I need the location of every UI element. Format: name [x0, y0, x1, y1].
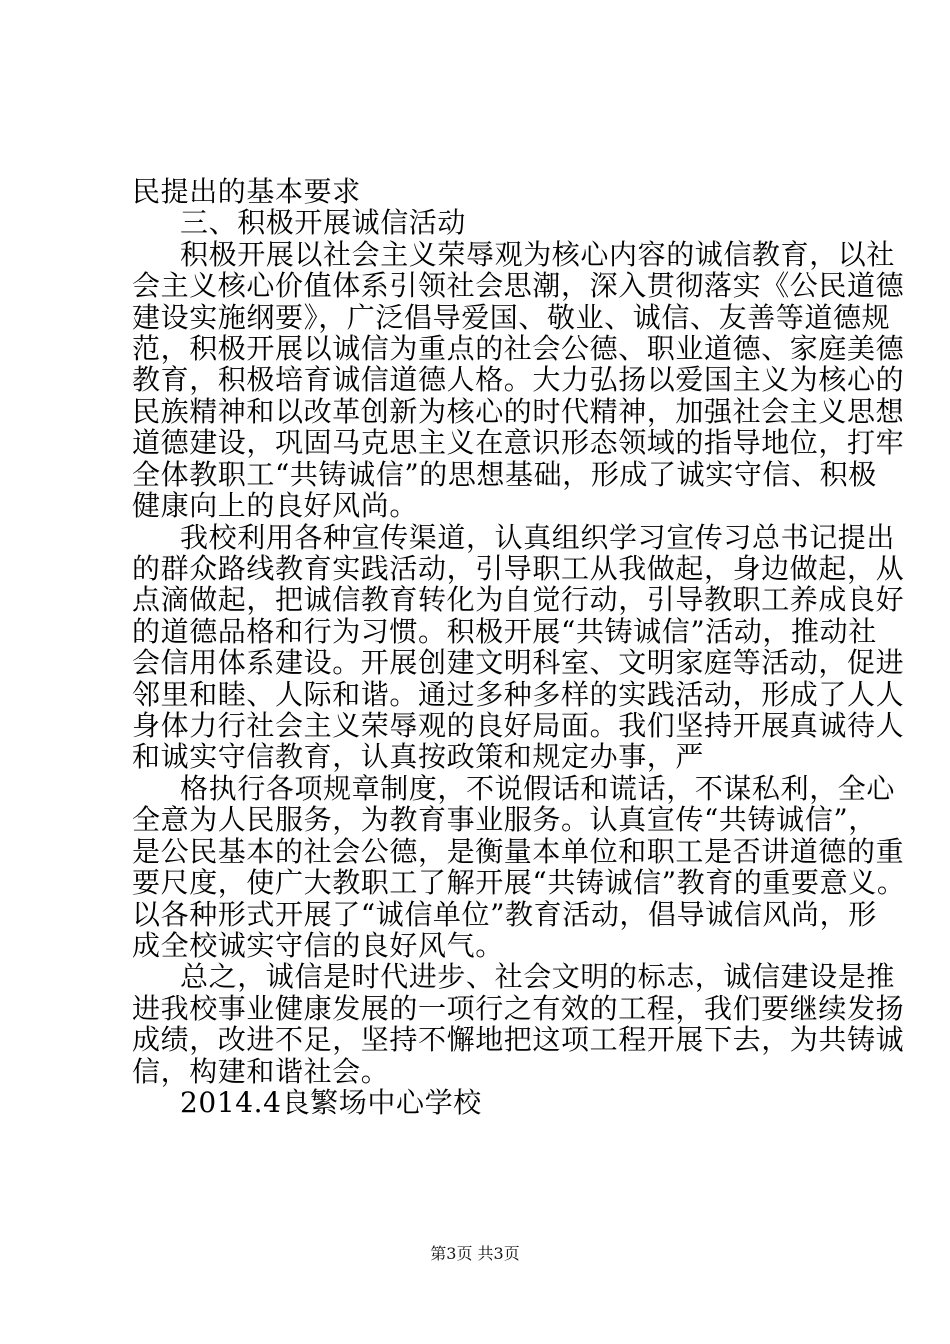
text-line: 民提出的基本要求	[132, 175, 361, 208]
text-line: 成绩，改进不足，坚持不懈地把这项工程开展下去，为共铸诚	[132, 1023, 905, 1056]
text-line: 会信用体系建设。开展创建文明科室、文明家庭等活动，促进	[132, 646, 905, 679]
text-line: 身体力行社会主义荣辱观的良好局面。我们坚持开展真诚待人	[132, 709, 905, 742]
text-line: 全体教职工“共铸诚信”的思想基础，形成了诚实守信、积极	[132, 458, 877, 491]
text-line: 全意为人民服务，为教育事业服务。认真宣传“共铸诚信”，	[132, 803, 877, 836]
text-line: 会主义核心价值体系引领社会思潮，深入贯彻落实《公民道德	[132, 269, 905, 302]
text-line: 进我校事业健康发展的一项行之有效的工程，我们要继续发扬	[132, 992, 905, 1025]
text-line: 教育，积极培育诚信道德人格。大力弘扬以爱国主义为核心的	[132, 363, 905, 396]
text-line: 成全校诚实守信的良好风气。	[132, 929, 504, 962]
text-line: 以各种形式开展了“诚信单位”教育活动，倡导诚信风尚，形	[132, 898, 877, 931]
text-line: 的群众路线教育实践活动，引导职工从我做起，身边做起，从	[132, 552, 905, 585]
text-line: 范，积极开展以诚信为重点的社会公德、职业道德、家庭美德	[132, 332, 905, 365]
text-line: 的道德品格和行为习惯。积极开展“共铸诚信”活动，推动社	[132, 615, 877, 648]
text-line: 点滴做起，把诚信教育转化为自觉行动，引导教职工养成良好	[132, 583, 905, 616]
text-line: 建设实施纲要》，广泛倡导爱国、敬业、诚信、友善等道德规	[132, 301, 891, 334]
text-line: 我校利用各种宣传渠道，认真组织学习宣传习总书记提出	[180, 521, 896, 554]
text-line: 信，构建和谐社会。	[132, 1055, 390, 1088]
section-heading: 三、积极开展诚信活动	[180, 206, 467, 239]
text-line: 和诚实守信教育，认真按政策和规定办事，严	[132, 740, 705, 773]
text-line: 是公民基本的社会公德，是衡量本单位和职工是否讲道德的重	[132, 835, 905, 868]
text-line: 积极开展以社会主义荣辱观为核心内容的诚信教育，以社	[180, 238, 896, 271]
text-line: 总之，诚信是时代进步、社会文明的标志，诚信建设是推	[180, 960, 896, 993]
text-line: 民族精神和以改革创新为核心的时代精神，加强社会主义思想	[132, 395, 905, 428]
text-line: 格执行各项规章制度，不说假话和谎话，不谋私利，全心	[180, 772, 896, 805]
page-footer: 第3页 共3页	[430, 1244, 520, 1263]
text-line: 要尺度，使广大教职工了解开展“共铸诚信”教育的重要意义。	[132, 866, 906, 899]
signature-line: 2014.4良繁场中心学校	[180, 1086, 482, 1119]
text-line: 邻里和睦、人际和谐。通过多种多样的实践活动，形成了人人	[132, 678, 905, 711]
text-line: 道德建设，巩固马克思主义在意识形态领域的指导地位，打牢	[132, 426, 905, 459]
text-line: 健康向上的良好风尚。	[132, 489, 419, 522]
